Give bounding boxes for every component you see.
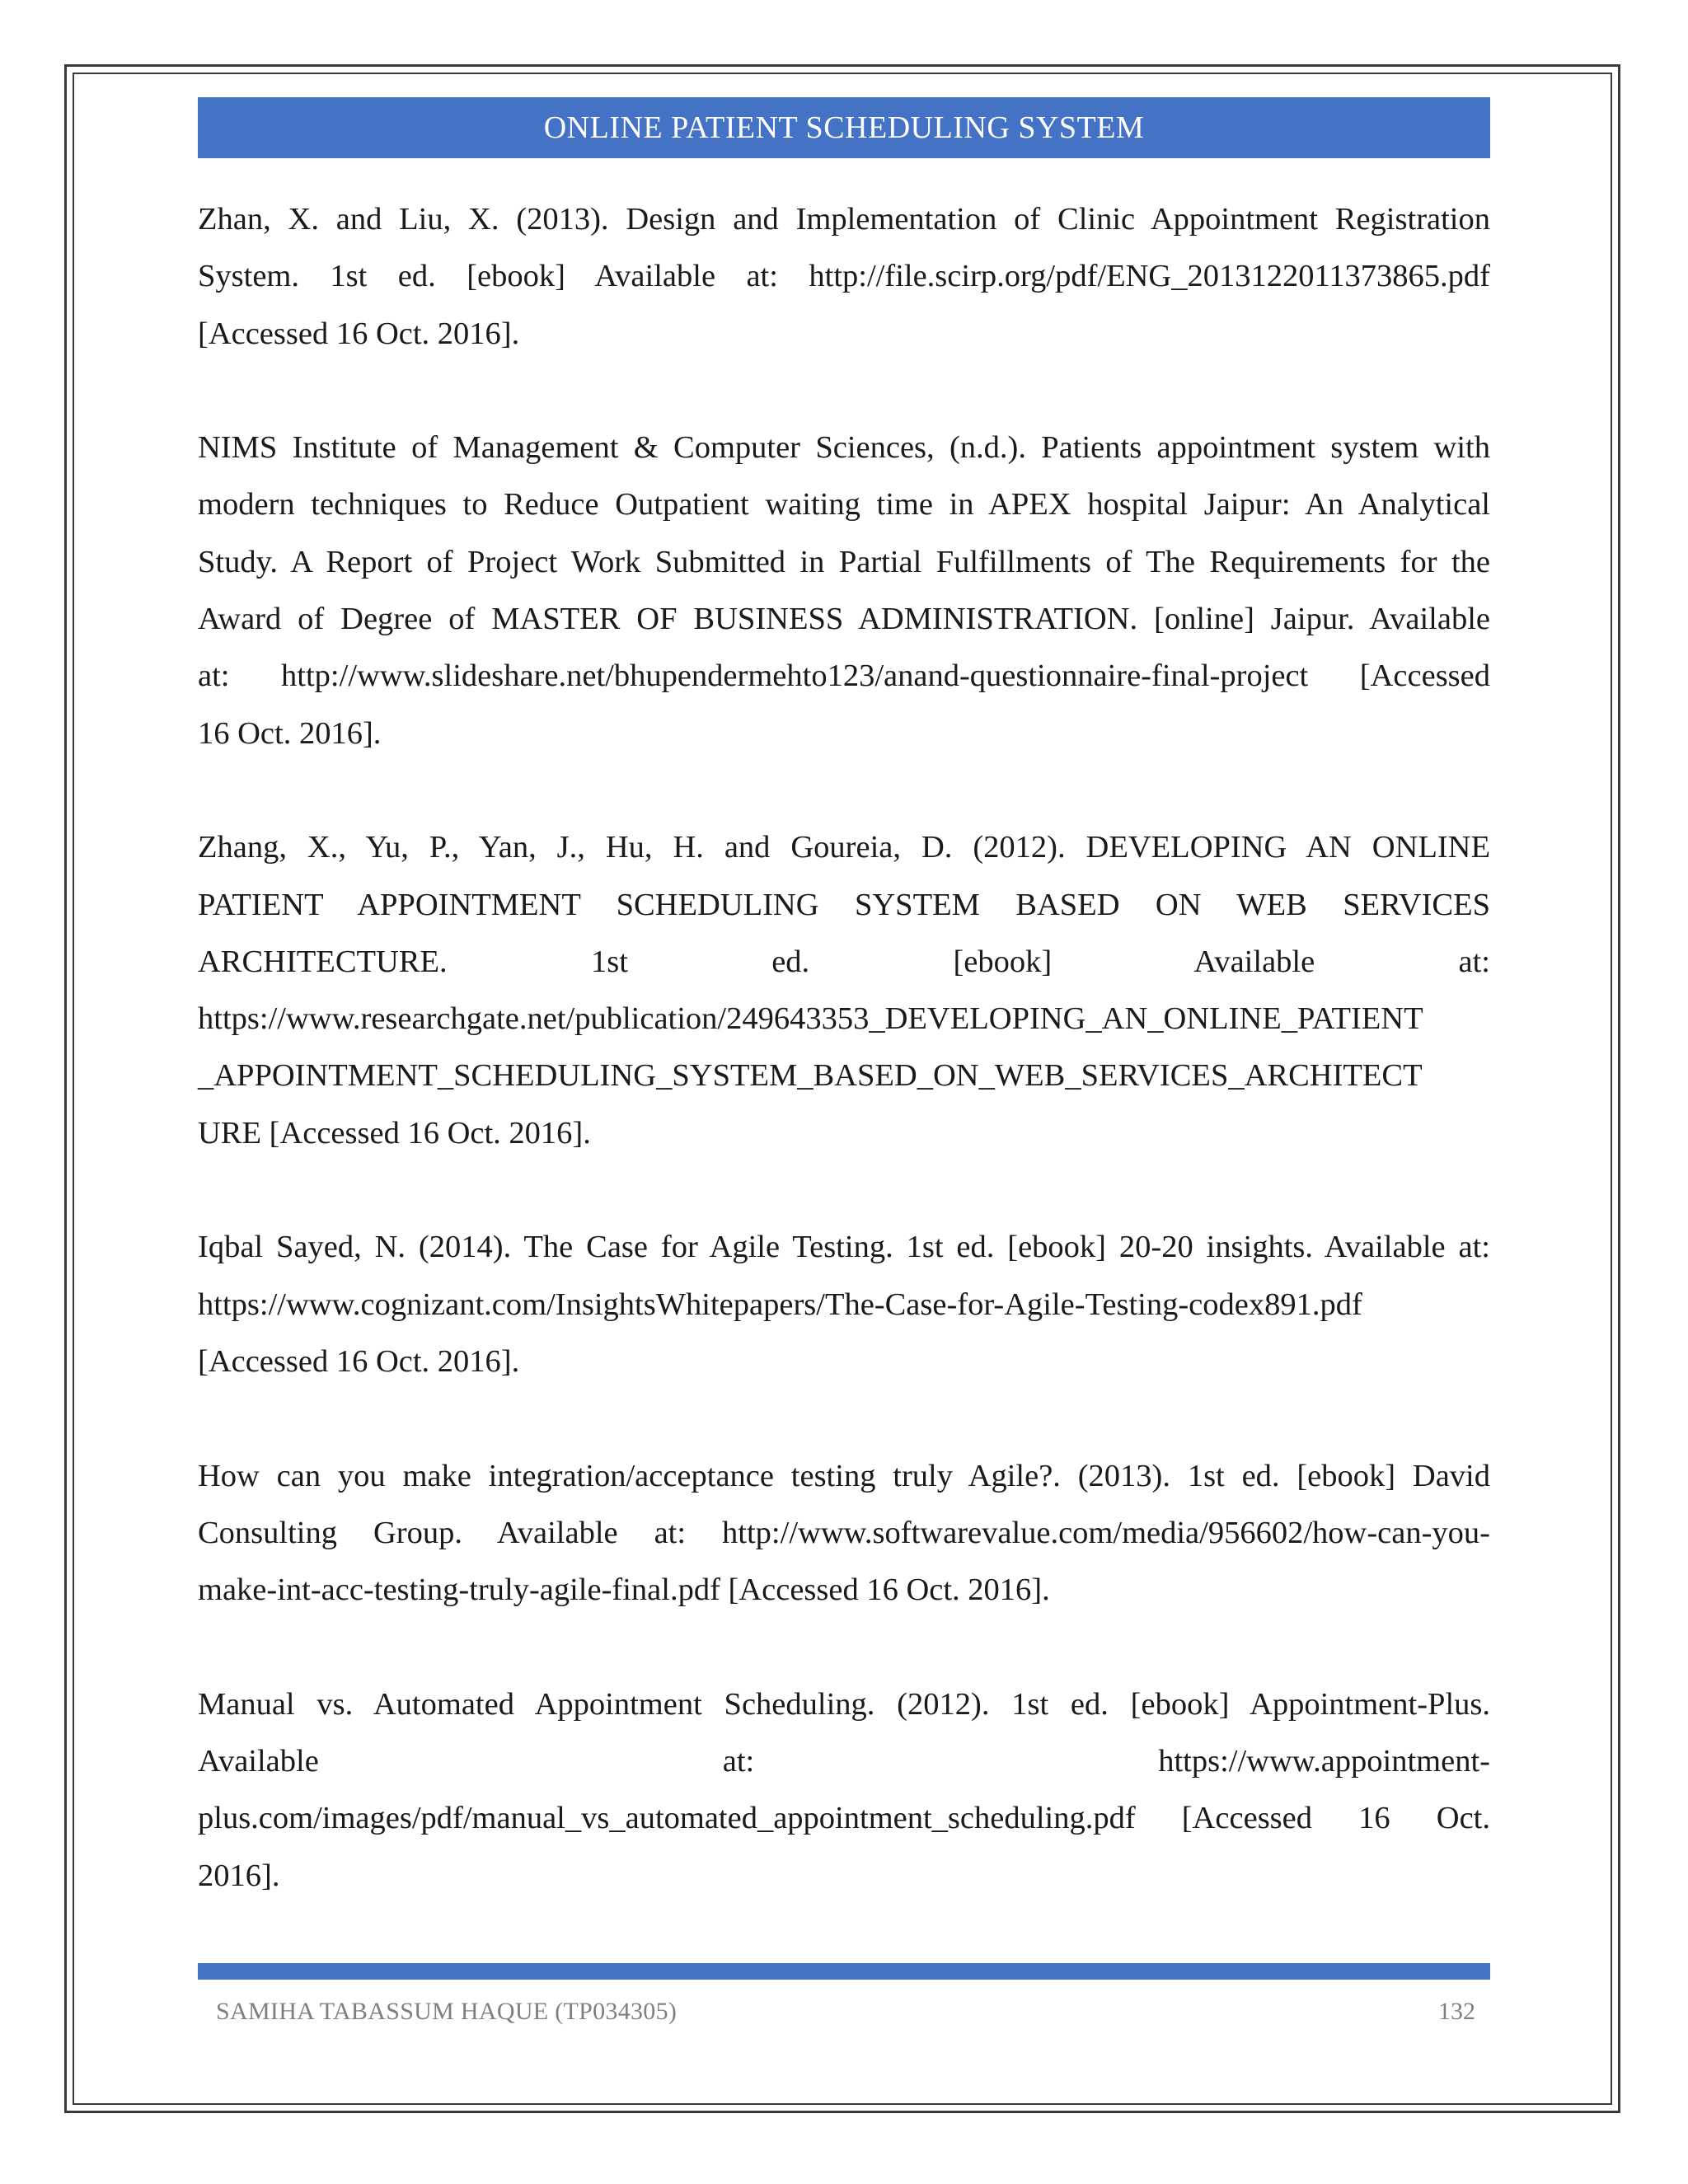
reference-line: 16 Oct. 2016]. (198, 715, 382, 751)
reference-line: ARCHITECTURE. 1st ed. [ebook] Available at: (198, 944, 1490, 979)
footer-author: SAMIHA TABASSUM HAQUE (TP034305) (216, 1998, 678, 2025)
reference-line: https://www.cognizant.com/InsightsWhitepapers/The-Case-for-Agile-Testing-codex891.pdf (198, 1286, 1362, 1322)
reference-line: at: http://www.slideshare.net/bhupendermehto123/anand-questionnaire-final-project [Accessed (198, 658, 1490, 694)
reference-item (198, 191, 1490, 363)
reference-line: How can you make integration/acceptance testing truly Agile?. (2013). 1st ed. [ebook] David (198, 1458, 1490, 1493)
reference-item (198, 1219, 1490, 1390)
reference-item (198, 1448, 1490, 1619)
reference-line: Study. A Report of Project Work Submitted in Partial Fulfillments of The Requirements for the (198, 544, 1490, 579)
footer-page-number: 132 (1438, 1998, 1475, 2025)
reference-line: Zhang, X., Yu, P., Yan, J., Hu, H. and Goureia, D. (2012). DEVELOPING AN ONLINE (198, 830, 1490, 865)
reference-line: make-int-acc-testing-truly-agile-final.pdf [Accessed 16 Oct. 2016]. (198, 1572, 1050, 1608)
reference-line: modern techniques to Reduce Outpatient waiting time in APEX hospital Jaipur: An Analytical (198, 487, 1490, 523)
footer-divider (198, 1963, 1490, 1980)
reference-line: Iqbal Sayed, N. (2014). The Case for Agile Testing. 1st ed. [ebook] 20-20 insights. Available at: (198, 1230, 1490, 1265)
reference-line: Manual vs. Automated Appointment Scheduling. (2012). 1st ed. [ebook] Appointment-Plus. (198, 1686, 1490, 1722)
reference-line: 2016]. (198, 1858, 280, 1893)
reference-line: URE [Accessed 16 Oct. 2016]. (198, 1115, 591, 1151)
reference-line: PATIENT APPOINTMENT SCHEDULING SYSTEM BASED ON WEB SERVICES (198, 887, 1490, 922)
reference-line: Available at: https://www.appointment- (198, 1744, 1490, 1779)
references-list (198, 191, 1490, 1961)
page-header-title: ONLINE PATIENT SCHEDULING SYSTEM (198, 97, 1490, 158)
reference-line: System. 1st ed. [ebook] Available at: http://file.scirp.org/pdf/ENG_2013122011373865.pdf (198, 259, 1490, 294)
reference-line: _APPOINTMENT_SCHEDULING_SYSTEM_BASED_ON_WEB_SERVICES_ARCHITECT (198, 1058, 1423, 1094)
reference-line: plus.com/images/pdf/manual_vs_automated_appointment_scheduling.pdf [Accessed 16 Oct. (198, 1801, 1490, 1836)
reference-line: NIMS Institute of Management & Computer Sciences, (n.d.). Patients appointment system with (198, 430, 1490, 466)
reference-item (198, 1676, 1490, 1905)
reference-item (198, 819, 1490, 1162)
reference-line: Zhan, X. and Liu, X. (2013). Design and Implementation of Clinic Appointment Registration (198, 202, 1490, 237)
reference-item (198, 419, 1490, 762)
reference-line: Award of Degree of MASTER OF BUSINESS ADMINISTRATION. [online] Jaipur. Available (198, 602, 1490, 637)
reference-line: [Accessed 16 Oct. 2016]. (198, 316, 520, 351)
reference-line: https://www.researchgate.net/publication/249643353_DEVELOPING_AN_ONLINE_PATIENT (198, 1001, 1423, 1037)
reference-line: [Accessed 16 Oct. 2016]. (198, 1343, 520, 1379)
reference-line: Consulting Group. Available at: http://www.softwarevalue.com/media/956602/how-can-you- (198, 1515, 1490, 1550)
